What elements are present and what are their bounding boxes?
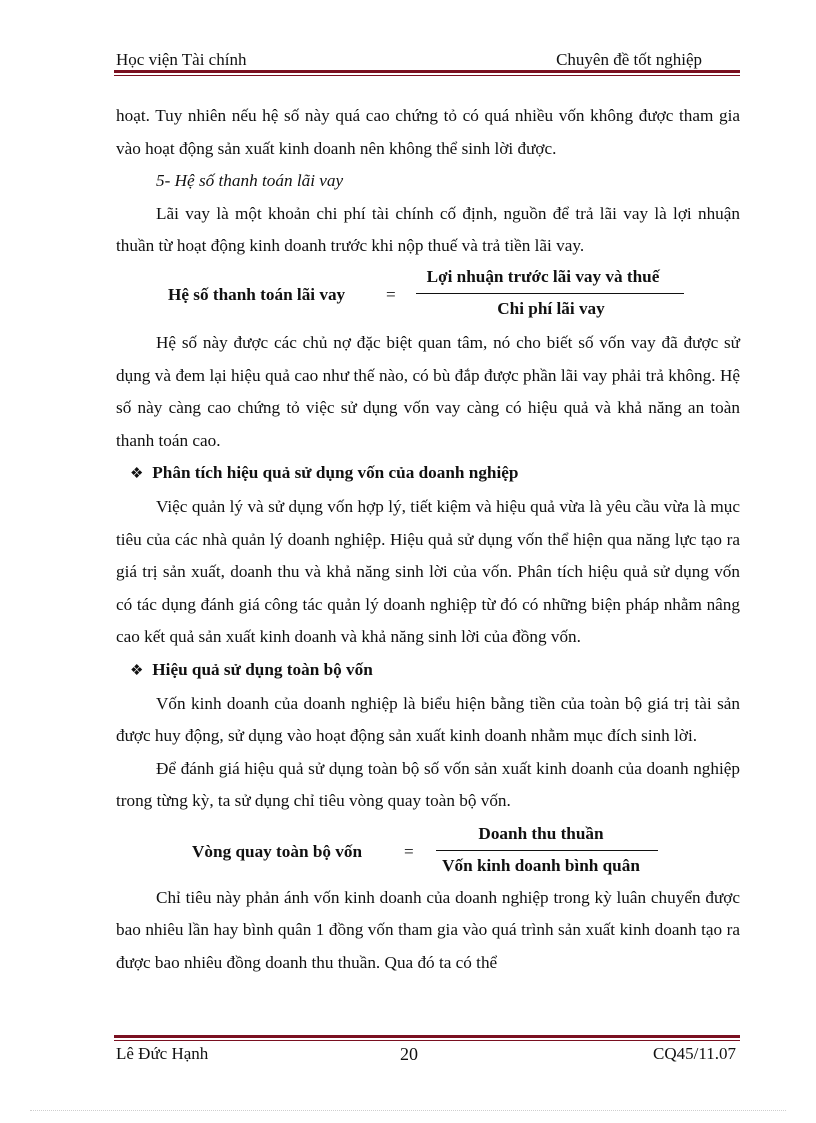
footer-author: Lê Đức Hạnh: [116, 1044, 209, 1063]
heading-capital-efficiency-analysis: [116, 457, 740, 491]
formula-1-equals: =: [386, 284, 396, 304]
paragraph-1: hoạt. Tuy nhiên nếu hệ số này quá cao chứng tỏ có quá nhiều vốn không được tham gia vào hoạt động sản xuất kinh doanh nên không thể sinh lời được.: [116, 106, 740, 158]
document-body: [116, 100, 740, 980]
footer-rule-thick: [114, 1035, 740, 1038]
header-left-text: Học viện Tài chính: [116, 50, 247, 69]
formula-2-denominator: Vốn kinh doanh bình quân: [442, 855, 640, 875]
diamond-bullet-icon: ❖: [130, 662, 144, 679]
paragraph-5: Vốn kinh doanh của doanh nghiệp là biểu hiện bằng tiền của toàn bộ giá trị tài sản được huy động, sử dụng vào hoạt động sản xuất kinh doanh nhằm mục đích sinh lời.: [116, 693, 740, 746]
formula-interest-coverage: [116, 265, 740, 323]
paragraph-3: Hệ số này được các chủ nợ đặc biệt quan tâm, nó cho biết số vốn vay đã được sử dụng và đem lại hiệu quả cao như thế nào, có bù đắp được phần lãi vay phải trả không. Hệ số này càng cao chứng tỏ việc sử dụng vốn vay càng có hiệu quả và khả năng an toàn thanh toán cao.: [116, 332, 740, 450]
paragraph-2: Lãi vay là một khoản chi phí tài chính cố định, nguồn để trả lãi vay là lợi nhuận thuần từ hoạt động kinh doanh trước khi nộp thuế và trả tiền lãi vay.: [116, 203, 740, 256]
page-footer: [116, 1044, 740, 1072]
paragraph-7: Chỉ tiêu này phản ánh vốn kinh doanh của doanh nghiệp trong kỳ luân chuyển được bao nhiêu lần hay bình quân 1 đồng vốn tham gia vào quá trình sản xuất kinh doanh tạo ra được bao nhiêu đồng doanh thu thuần. Qua đó ta có thể: [116, 887, 740, 973]
page-number: 20: [400, 1044, 418, 1064]
subheading-5: 5- Hệ số thanh toán lãi vay: [156, 171, 344, 191]
header-right-text: Chuyên đề tốt nghiệp: [556, 50, 702, 69]
heading-1-text: Phân tích hiệu quả sử dụng vốn của doanh nghiệp: [152, 463, 519, 483]
formula-2-lhs: Vòng quay toàn bộ vốn: [192, 841, 363, 861]
paragraph-4: Việc quản lý và sử dụng vốn hợp lý, tiết kiệm và hiệu quả vừa là yêu cầu vừa là mục tiêu của các nhà quản lý doanh nghiệp. Hiệu quả sử dụng vốn thể hiện qua năng lực tạo ra giá trị sản xuất, doanh thu và khả năng sinh lời của vốn. Phân tích hiệu quả sử dụng vốn có tác dụng đánh giá công tác quản lý doanh nghiệp từ đó có những biện pháp nhằm nâng cao kết quả sản xuất kinh doanh và khả năng sinh lời của đồng vốn.: [116, 496, 740, 647]
diamond-bullet-icon: ❖: [130, 466, 144, 483]
formula-capital-turnover: [116, 820, 740, 878]
footer-class-code: CQ45/11.07: [653, 1044, 736, 1063]
header-rule-thick: [114, 70, 740, 73]
page-header: [116, 47, 740, 71]
formula-2-equals: =: [404, 841, 414, 861]
header-rule-thin: [114, 75, 740, 76]
paragraph-6: Để đánh giá hiệu quả sử dụng toàn bộ số vốn sản xuất kinh doanh của doanh nghiệp trong từng kỳ, ta sử dụng chỉ tiêu vòng quay toàn bộ vốn.: [116, 758, 740, 811]
formula-2-numerator: Doanh thu thuần: [478, 823, 604, 843]
page-bottom-border: [30, 1110, 786, 1111]
footer-rule-thin: [114, 1040, 740, 1041]
formula-1-lhs: Hệ số thanh toán lãi vay: [168, 284, 346, 304]
heading-total-capital-efficiency: [116, 654, 740, 688]
heading-2-text: Hiệu quả sử dụng toàn bộ vốn: [152, 659, 373, 679]
formula-1-numerator: Lợi nhuận trước lãi vay và thuế: [426, 266, 660, 286]
formula-1-denominator: Chi phí lãi vay: [497, 298, 605, 318]
